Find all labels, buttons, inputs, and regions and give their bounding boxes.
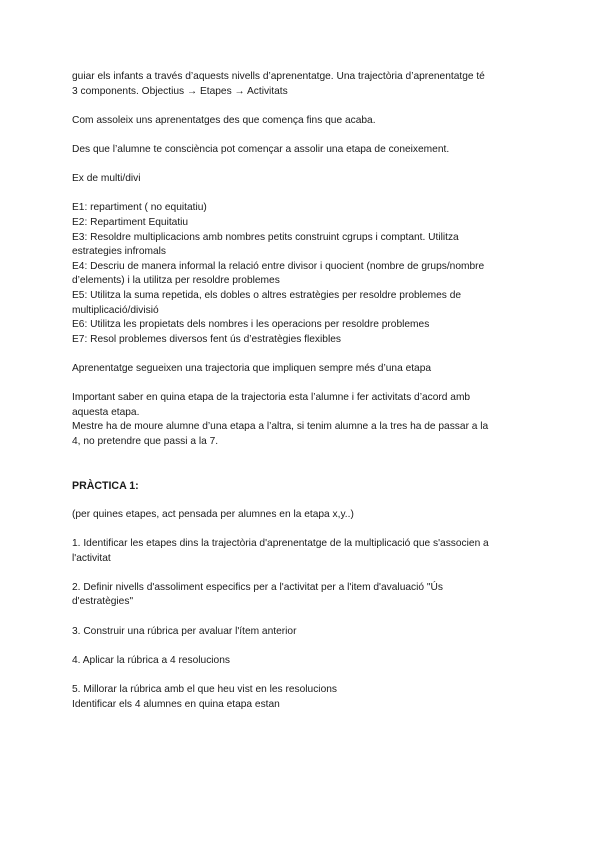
document-page — [72, 70, 532, 712]
task-line: 3. Construir una rúbrica per avaluar l'ítem anterior — [72, 625, 297, 637]
note: Aprenentatge segueixen una trajectoria que impliquen sempre més d’una etapa — [72, 362, 432, 374]
task-line: 2. Definir nivells d'assoliment especifics per a l'activitat per a l'item d'avaluació "Ús — [72, 581, 443, 593]
stage-line: E2: Repartiment Equitatiu — [72, 216, 189, 228]
stage-line: multiplicació/divisió — [72, 304, 159, 316]
task-line: d'estratègies" — [72, 596, 134, 608]
intro-line: 3 components. Objectius → Etapes → Activitats — [72, 85, 288, 97]
task-line: 5. Millorar la rúbrica amb el que heu vist en les resolucions — [72, 683, 337, 695]
stage-line: E3: Resoldre multiplicacions amb nombres petits construint cgrups i comptant. Utilitza — [72, 231, 459, 243]
practice-subtitle: (per quines etapes, act pensada per alumnes en la etapa x,y..) — [72, 508, 354, 520]
task-line: 1. Identificar les etapes dins la trajectòria d'aprenentatge de la multiplicació que s'associen a — [72, 538, 489, 549]
note-line: 4, no pretendre que passi a la 7. — [72, 435, 219, 447]
task-line: 4. Aplicar la rúbrica a 4 resolucions — [72, 654, 230, 666]
stage-line: E7: Resol problemes diversos fent ús d’estratègies flexibles — [72, 333, 341, 345]
stage-list — [72, 201, 532, 347]
intro-line: guiar els infants a través d’aquests nivells d’aprenentatge. Una trajectòria d’aprenentatge té — [72, 71, 485, 82]
paragraph: Des que l’alumne te consciència pot començar a assolir una etapa de coneixement. — [72, 143, 450, 155]
stage-line: E4: Descriu de manera informal la relació entre divisor i quocient (nombre de grups/nombre — [72, 260, 485, 272]
stage-line: E6: Utilitza les propietats dels nombres i les operacions per resoldre problemes — [72, 319, 430, 331]
task-line: l'activitat — [72, 552, 111, 564]
stage-line: d’elements) i la utilitza per resoldre problemes — [72, 275, 280, 287]
note-line: aquesta etapa. — [72, 406, 140, 418]
note-line: Mestre ha de moure alumne d’una etapa a l’altra, si tenim alumne a la tres ha de passar a la — [72, 421, 489, 433]
paragraph: Com assoleix uns aprenentatges des que comença fins que acaba. — [72, 114, 376, 126]
stage-line: E5: Utilitza la suma repetida, els dobles o altres estratègies per resoldre problemes de — [72, 289, 462, 301]
stage-line: E1: repartiment ( no equitatiu) — [72, 202, 207, 214]
note-line: Important saber en quina etapa de la trajectoria esta l’alumne i fer activitats d’acord amb — [72, 392, 471, 404]
stage-line: estrategies infromals — [72, 246, 166, 258]
task-line: Identificar els 4 alumnes en quina etapa estan — [72, 698, 280, 710]
practice-heading: PRÀCTICA 1: — [72, 479, 139, 492]
paragraph: Ex de multi/divi — [72, 173, 141, 185]
